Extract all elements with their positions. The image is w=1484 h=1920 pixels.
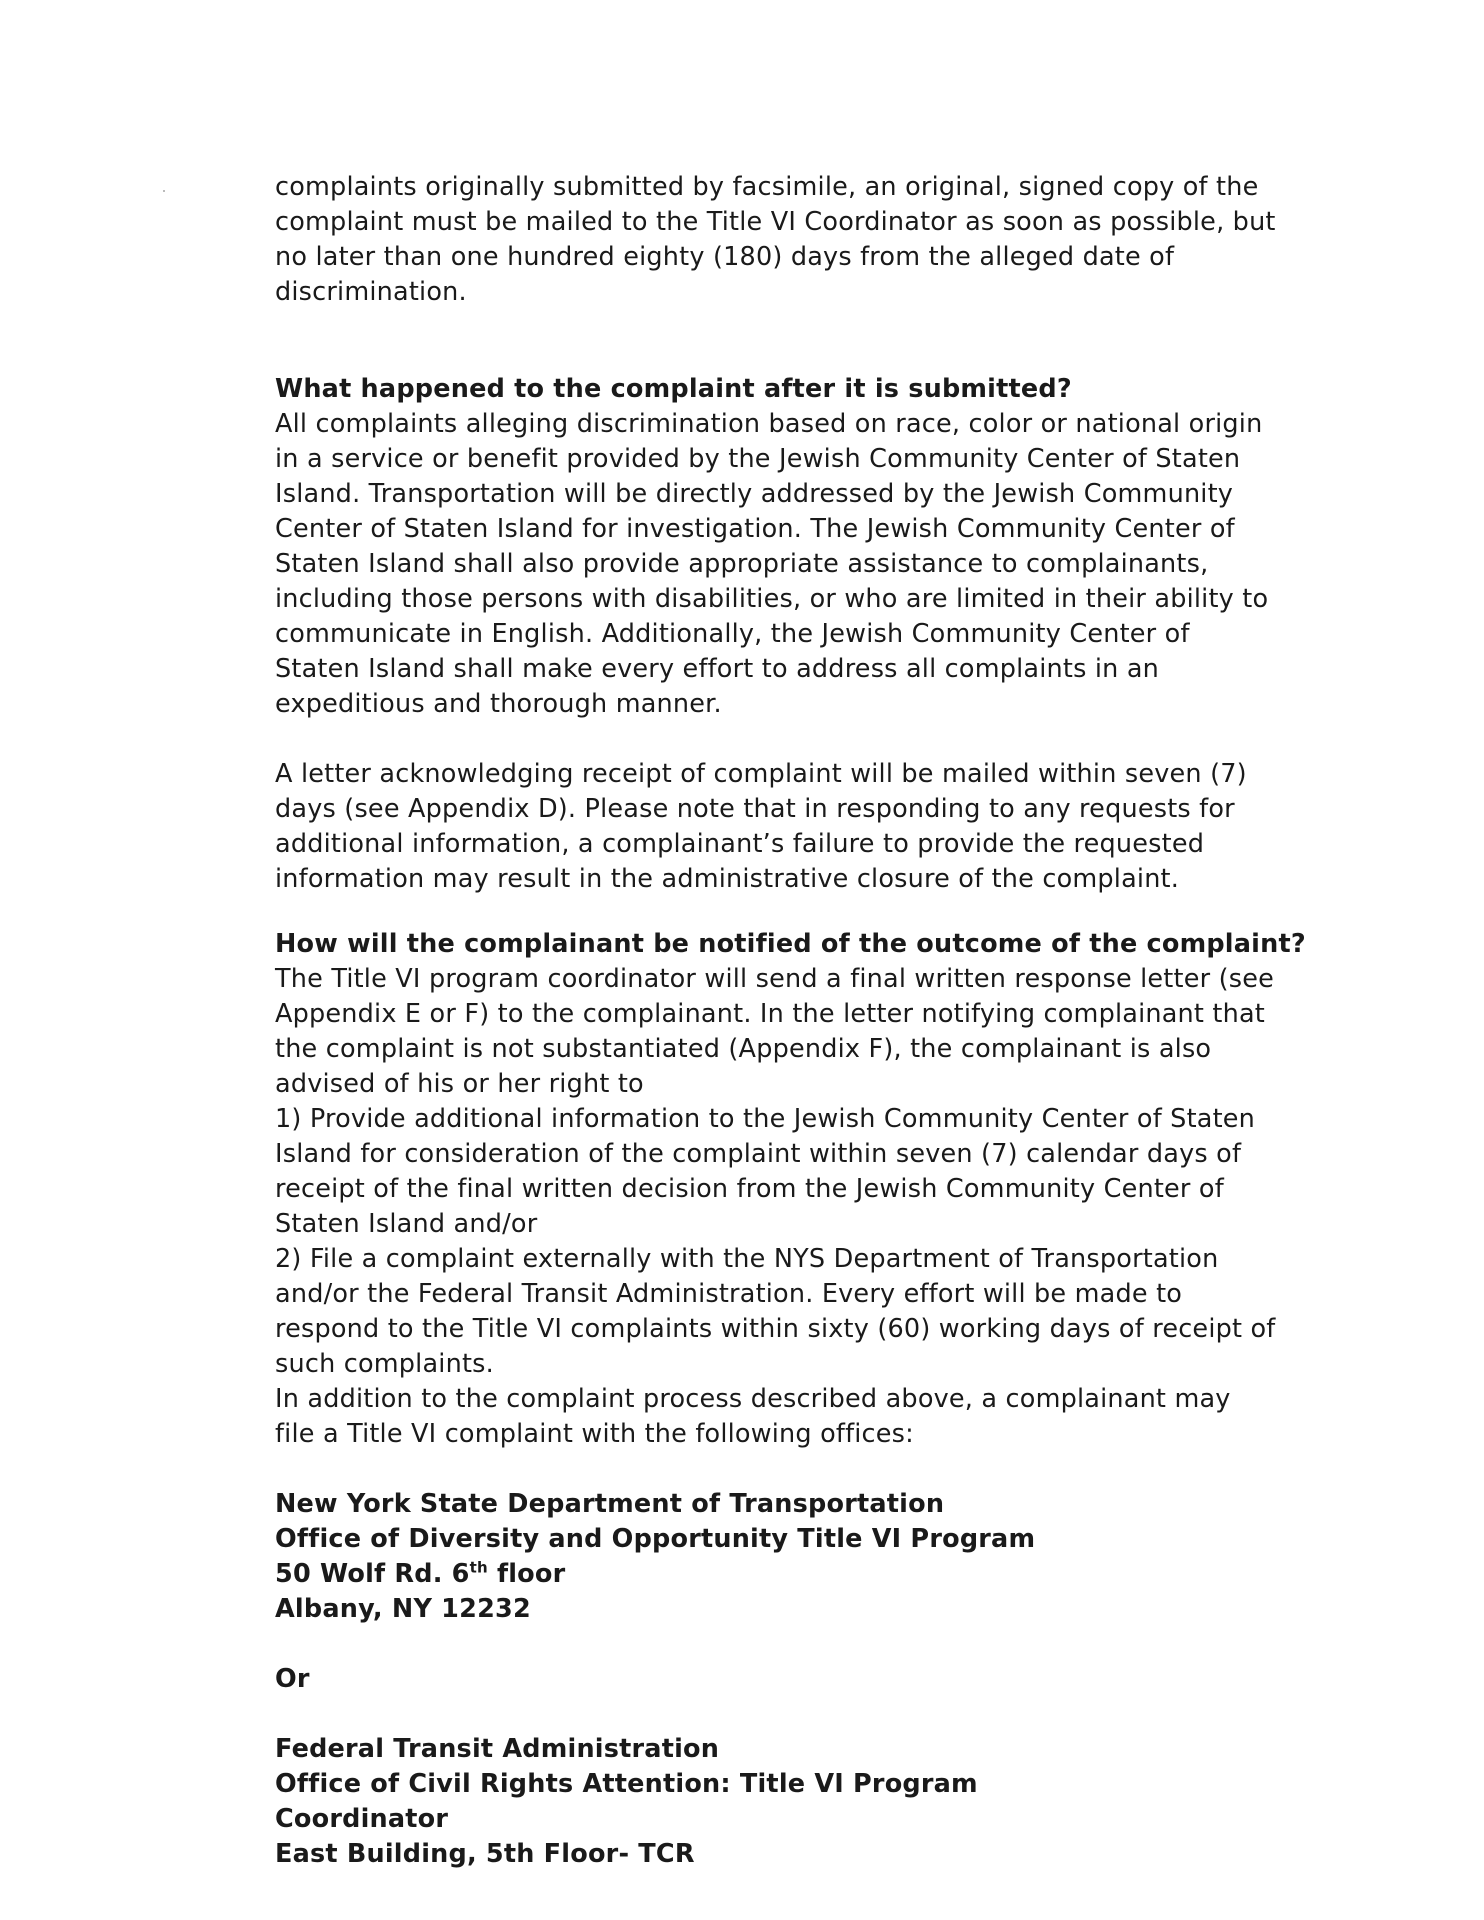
spacer	[275, 897, 1315, 927]
spacer	[275, 1697, 1315, 1732]
text-line: Staten Island and/or	[275, 1209, 538, 1239]
text-line: advised of his or her right to	[275, 1069, 644, 1099]
text-line: and/or the Federal Transit Administration. Every effort will be made to	[275, 1279, 1183, 1309]
text-line: Island for consideration of the complaint within seven (7) calendar days of	[275, 1139, 1242, 1169]
section-heading-notification: How will the complainant be notified of the outcome of the complaint?	[275, 929, 1306, 959]
address-street	[275, 1557, 1315, 1592]
text-line: Appendix E or F) to the complainant. In the letter notifying complainant that	[275, 999, 1266, 1029]
text-line: respond to the Title VI complaints within sixty (60) working days of receipt of	[275, 1314, 1276, 1344]
or-separator: Or	[275, 1664, 310, 1694]
text-line: additional information, a complainant’s failure to provide the requested	[275, 829, 1205, 859]
spacer	[275, 310, 1315, 372]
address-org-name: New York State Department of Transportation	[275, 1489, 945, 1519]
text-line: such complaints.	[275, 1349, 494, 1379]
address-street-ordinal: th	[469, 1558, 488, 1577]
section-paragraph-notification	[275, 962, 1315, 1452]
section-heading-after-submission: What happened to the complaint after it is submitted?	[275, 374, 1072, 404]
acknowledgement-paragraph	[275, 757, 1315, 897]
text-line: Center of Staten Island for investigation. The Jewish Community Center of	[275, 514, 1235, 544]
fta-address-block	[275, 1732, 1315, 1872]
text-line: receipt of the final written decision from the Jewish Community Center of	[275, 1174, 1224, 1204]
spacer	[275, 1452, 1315, 1487]
text-line: The Title VI program coordinator will send a final written response letter (see	[275, 964, 1274, 994]
address-street-floor: floor	[487, 1559, 566, 1589]
text-line: no later than one hundred eighty (180) days from the alleged date of	[275, 242, 1175, 272]
text-line: All complaints alleging discrimination based on race, color or national origin	[275, 409, 1263, 439]
text-line: file a Title VI complaint with the following offices:	[275, 1419, 914, 1449]
spacer	[275, 722, 1315, 757]
text-line: in a service or benefit provided by the Jewish Community Center of Staten	[275, 444, 1241, 474]
text-line: the complaint is not substantiated (Appendix F), the complainant is also	[275, 1034, 1212, 1064]
text-line: Island. Transportation will be directly addressed by the Jewish Community	[275, 479, 1234, 509]
section-paragraph-after-submission	[275, 407, 1315, 722]
text-line: 2) File a complaint externally with the NYS Department of Transportation	[275, 1244, 1219, 1274]
text-line: In addition to the complaint process described above, a complainant may	[275, 1384, 1231, 1414]
address-office: Office of Civil Rights Attention: Title VI Program	[275, 1769, 978, 1799]
text-line: communicate in English. Additionally, the Jewish Community Center of	[275, 619, 1190, 649]
text-line: 1) Provide additional information to the Jewish Community Center of Staten	[275, 1104, 1256, 1134]
text-line: Staten Island shall make every effort to address all complaints in an	[275, 654, 1160, 684]
document-body	[275, 170, 1315, 1872]
address-role: Coordinator	[275, 1804, 449, 1834]
text-line: including those persons with disabilities, or who are limited in their ability to	[275, 584, 1269, 614]
text-line: discrimination.	[275, 277, 467, 307]
scan-speck	[163, 190, 165, 192]
address-city: Albany, NY 12232	[275, 1594, 531, 1624]
spacer	[275, 1627, 1315, 1662]
address-building: East Building, 5th Floor- TCR	[275, 1839, 695, 1869]
text-line: expeditious and thorough manner.	[275, 689, 722, 719]
text-line: complaint must be mailed to the Title VI Coordinator as soon as possible, but	[275, 207, 1276, 237]
address-street-number: 50 Wolf Rd. 6	[275, 1559, 470, 1589]
text-line: days (see Appendix D). Please note that in responding to any requests for	[275, 794, 1235, 824]
address-org-name: Federal Transit Administration	[275, 1734, 720, 1764]
text-line: A letter acknowledging receipt of complaint will be mailed within seven (7)	[275, 759, 1247, 789]
nysdot-address-block	[275, 1487, 1315, 1627]
text-line: information may result in the administrative closure of the complaint.	[275, 864, 1180, 894]
intro-paragraph	[275, 170, 1315, 310]
address-office: Office of Diversity and Opportunity Title VI Program	[275, 1524, 1036, 1554]
text-line: Staten Island shall also provide appropriate assistance to complainants,	[275, 549, 1209, 579]
text-line: complaints originally submitted by facsimile, an original, signed copy of the	[275, 172, 1259, 202]
